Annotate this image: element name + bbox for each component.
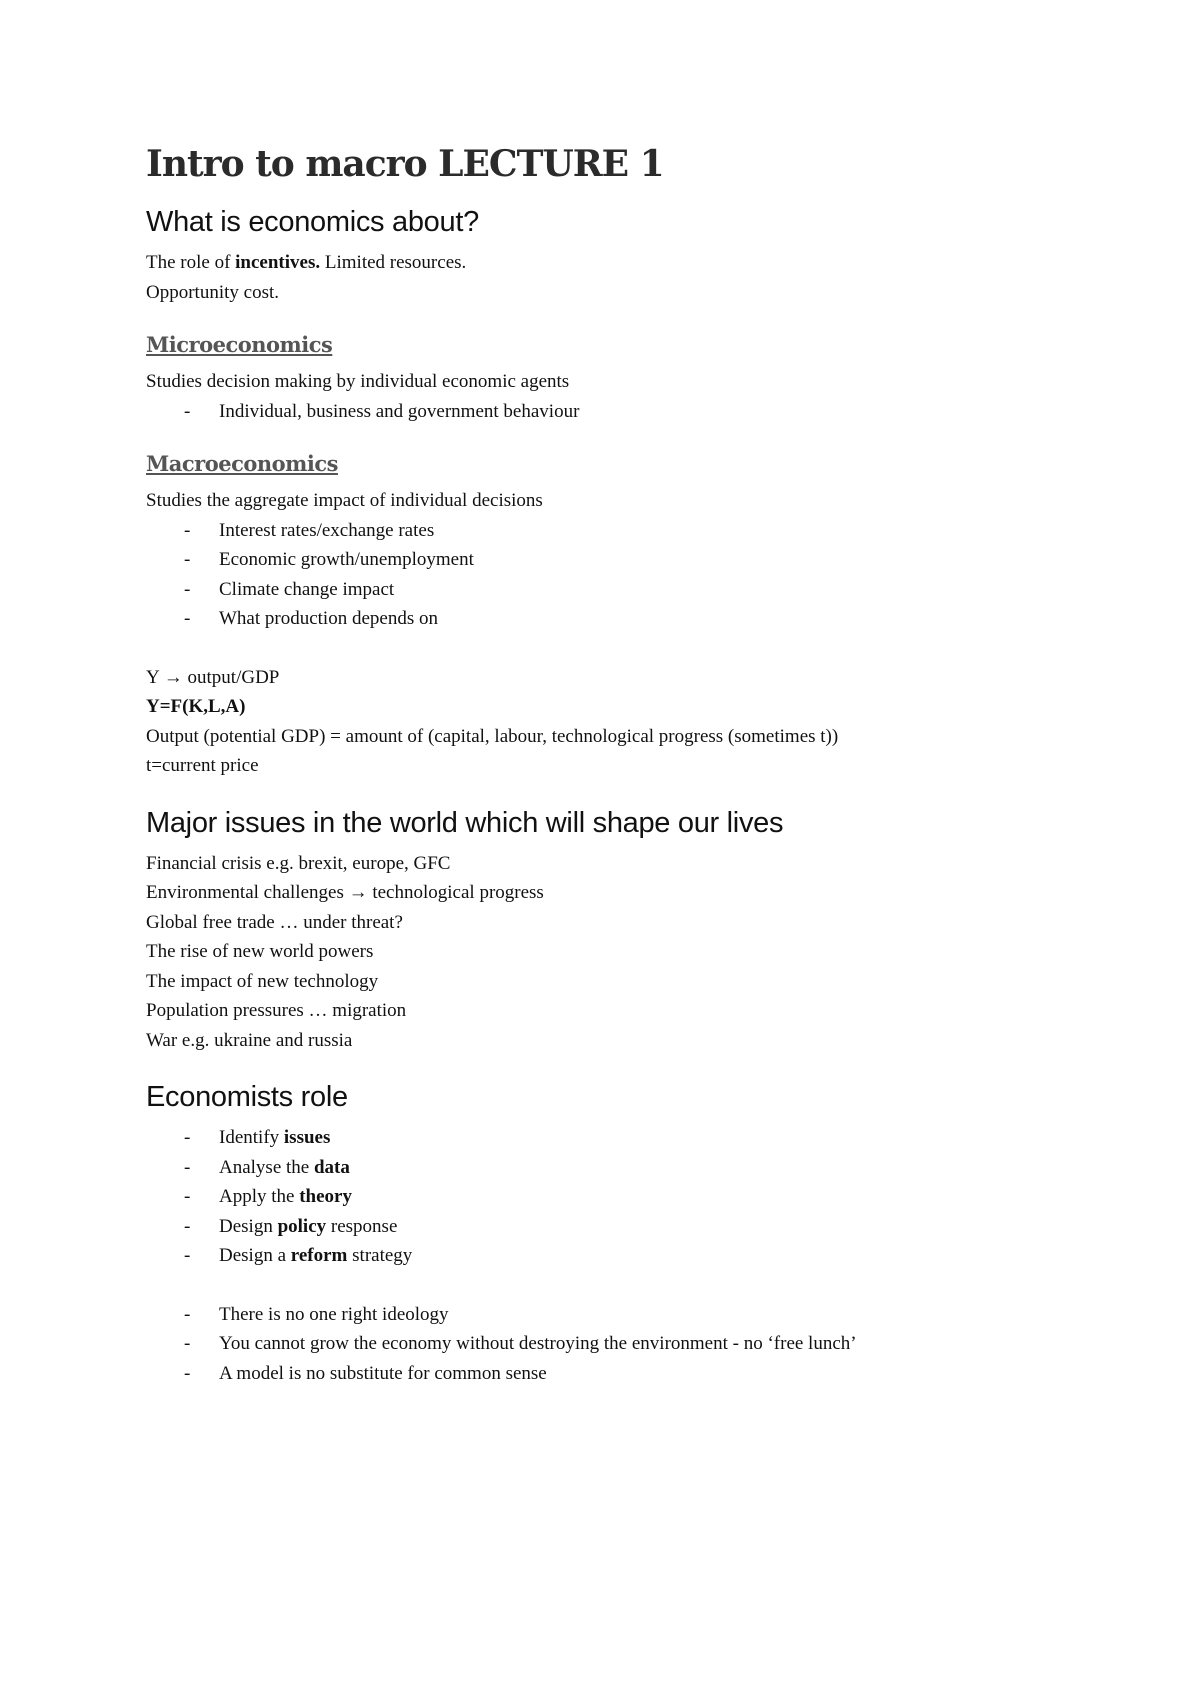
heading-economics-about: What is economics about?	[146, 206, 479, 238]
list-item: - Design policy response	[184, 1215, 398, 1237]
list-item: - What production depends on	[184, 608, 438, 629]
list-item: - Design a reform strategy	[184, 1245, 413, 1266]
list-item: - Economic growth/unemployment	[184, 549, 474, 570]
document-title: Intro to macro LECTURE 1	[146, 143, 664, 185]
heading-microeconomics: Microeconomics	[146, 332, 333, 357]
list-item: - A model is no substitute for common sense	[184, 1362, 547, 1384]
list-item: - Analyse the data	[184, 1156, 350, 1178]
heading-major-issues: Major issues in the world which will shape our lives	[146, 806, 784, 839]
list-item: Global free trade … under threat?	[146, 911, 403, 933]
list-item: - There is no one right ideology	[184, 1303, 449, 1325]
list-item: - You cannot grow the economy without destroying the environment - no ‘free lunch’	[184, 1333, 857, 1354]
list-item: War e.g. ukraine and russia	[146, 1029, 353, 1051]
document-page	[146, 140, 1106, 1388]
list-item: The impact of new technology	[146, 970, 379, 992]
list-item: - Individual, business and government behaviour	[184, 400, 580, 422]
formula-production-function: Y=F(K,L,A)	[146, 696, 246, 717]
list-item: - Apply the theory	[184, 1186, 352, 1207]
micro-text: Studies decision making by individual economic agents	[146, 371, 570, 392]
list-item: Population pressures … migration	[146, 1000, 407, 1021]
list-item: The rise of new world powers	[146, 941, 374, 962]
formula-explanation: Output (potential GDP) = amount of (capital, labour, technological progress (sometimes t))	[146, 725, 839, 747]
macro-text: Studies the aggregate impact of individual decisions	[146, 490, 543, 511]
list-item: Financial crisis e.g. brexit, europe, GFC	[146, 852, 451, 874]
formula-y-output: Y → output/GDP	[146, 666, 280, 688]
list-item: Environmental challenges → technological progress	[146, 882, 544, 903]
opportunity-cost-line: Opportunity cost.	[146, 281, 279, 303]
incentives-line: The role of incentives. Limited resources.	[146, 252, 467, 273]
formula-t-definition: t=current price	[146, 755, 259, 776]
heading-macroeconomics: Macroeconomics	[146, 451, 338, 476]
heading-economists-role: Economists role	[146, 1081, 348, 1113]
list-item: - Climate change impact	[184, 578, 395, 600]
list-item: - Interest rates/exchange rates	[184, 519, 435, 541]
list-item: - Identify issues	[184, 1127, 331, 1148]
